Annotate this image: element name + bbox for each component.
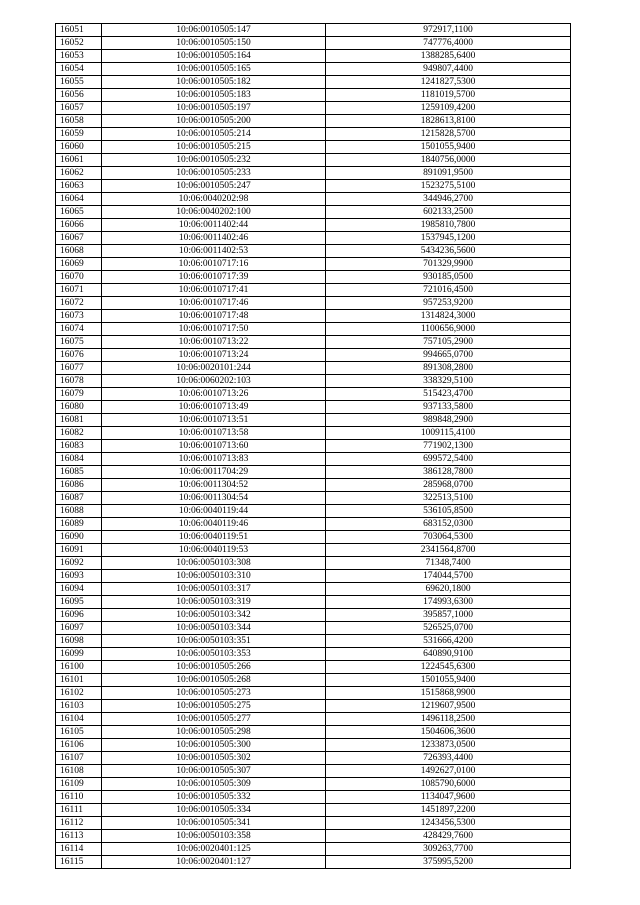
- table-row: [56, 726, 571, 739]
- cadastral-number-cell: 10:06:0010505:233: [102, 167, 326, 180]
- row-number-cell: 16055: [56, 76, 102, 89]
- cadastral-number-cell: 10:06:0010713:22: [102, 336, 326, 349]
- table-row: [56, 700, 571, 713]
- row-number-cell: 16093: [56, 570, 102, 583]
- table-row: [56, 284, 571, 297]
- row-number-cell: 16070: [56, 271, 102, 284]
- table-row: [56, 50, 571, 63]
- value-cell: 1451897,2200: [326, 804, 571, 817]
- value-cell: 747776,4000: [326, 37, 571, 50]
- value-cell: 1224545,6300: [326, 661, 571, 674]
- value-cell: 515423,4700: [326, 388, 571, 401]
- cadastral-number-cell: 10:06:0010505:214: [102, 128, 326, 141]
- row-number-cell: 16110: [56, 791, 102, 804]
- table-row: [56, 63, 571, 76]
- cadastral-number-cell: 10:06:0011704:29: [102, 466, 326, 479]
- row-number-cell: 16094: [56, 583, 102, 596]
- row-number-cell: 16059: [56, 128, 102, 141]
- value-cell: 1501055,9400: [326, 674, 571, 687]
- table-row: [56, 76, 571, 89]
- table-row: [56, 778, 571, 791]
- cadastral-number-cell: 10:06:0010717:39: [102, 271, 326, 284]
- value-cell: 1537945,1200: [326, 232, 571, 245]
- table-row: [56, 817, 571, 830]
- value-cell: 1828613,8100: [326, 115, 571, 128]
- cadastral-number-cell: 10:06:0010505:165: [102, 63, 326, 76]
- value-cell: 701329,9900: [326, 258, 571, 271]
- value-cell: 994665,0700: [326, 349, 571, 362]
- table-row: [56, 167, 571, 180]
- value-cell: 1388285,6400: [326, 50, 571, 63]
- row-number-cell: 16072: [56, 297, 102, 310]
- row-number-cell: 16085: [56, 466, 102, 479]
- value-cell: 1219607,9500: [326, 700, 571, 713]
- value-cell: 71348,7400: [326, 557, 571, 570]
- row-number-cell: 16103: [56, 700, 102, 713]
- table-row: [56, 24, 571, 37]
- row-number-cell: 16069: [56, 258, 102, 271]
- table-row: [56, 245, 571, 258]
- table-row: [56, 518, 571, 531]
- cadastral-number-cell: 10:06:0010505:232: [102, 154, 326, 167]
- row-number-cell: 16081: [56, 414, 102, 427]
- row-number-cell: 16100: [56, 661, 102, 674]
- value-cell: 69620,1800: [326, 583, 571, 596]
- value-cell: 428429,7600: [326, 830, 571, 843]
- table-row: [56, 505, 571, 518]
- table-row: [56, 570, 571, 583]
- value-cell: 703064,5300: [326, 531, 571, 544]
- cadastral-number-cell: 10:06:0010505:197: [102, 102, 326, 115]
- cadastral-number-cell: 10:06:0010505:164: [102, 50, 326, 63]
- table-row: [56, 89, 571, 102]
- table-row: [56, 440, 571, 453]
- cadastral-number-cell: 10:06:0010713:24: [102, 349, 326, 362]
- cadastral-number-cell: 10:06:0050103:342: [102, 609, 326, 622]
- cadastral-number-cell: 10:06:0011304:52: [102, 479, 326, 492]
- row-number-cell: 16062: [56, 167, 102, 180]
- cadastral-number-cell: 10:06:0040119:46: [102, 518, 326, 531]
- table-row: [56, 739, 571, 752]
- cadastral-number-cell: 10:06:0050103:308: [102, 557, 326, 570]
- cadastral-number-cell: 10:06:0010505:266: [102, 661, 326, 674]
- row-number-cell: 16075: [56, 336, 102, 349]
- row-number-cell: 16089: [56, 518, 102, 531]
- value-cell: 174993,6300: [326, 596, 571, 609]
- value-cell: 771902,1300: [326, 440, 571, 453]
- table-row: [56, 492, 571, 505]
- row-number-cell: 16061: [56, 154, 102, 167]
- row-number-cell: 16083: [56, 440, 102, 453]
- value-cell: 891308,2800: [326, 362, 571, 375]
- table-row: [56, 765, 571, 778]
- value-cell: 386128,7800: [326, 466, 571, 479]
- value-cell: 395857,1000: [326, 609, 571, 622]
- cadastral-number-cell: 10:06:0010505:200: [102, 115, 326, 128]
- table-body: [56, 24, 571, 869]
- row-number-cell: 16068: [56, 245, 102, 258]
- value-cell: 322513,5100: [326, 492, 571, 505]
- table-row: [56, 648, 571, 661]
- value-cell: 640890,9100: [326, 648, 571, 661]
- row-number-cell: 16113: [56, 830, 102, 843]
- table-row: [56, 557, 571, 570]
- cadastral-number-cell: 10:06:0020101:244: [102, 362, 326, 375]
- cadastral-number-cell: 10:06:0010505:273: [102, 687, 326, 700]
- table-row: [56, 193, 571, 206]
- table-row: [56, 661, 571, 674]
- row-number-cell: 16078: [56, 375, 102, 388]
- value-cell: 309263,7700: [326, 843, 571, 856]
- table-row: [56, 583, 571, 596]
- value-cell: 937133,5800: [326, 401, 571, 414]
- row-number-cell: 16109: [56, 778, 102, 791]
- data-table: [55, 23, 571, 869]
- value-cell: 536105,8500: [326, 505, 571, 518]
- row-number-cell: 16098: [56, 635, 102, 648]
- value-cell: 1233873,0500: [326, 739, 571, 752]
- cadastral-number-cell: 10:06:0010713:58: [102, 427, 326, 440]
- row-number-cell: 16112: [56, 817, 102, 830]
- table-row: [56, 258, 571, 271]
- cadastral-number-cell: 10:06:0010505:147: [102, 24, 326, 37]
- table-row: [56, 856, 571, 869]
- table-row: [56, 427, 571, 440]
- table-row: [56, 37, 571, 50]
- row-number-cell: 16106: [56, 739, 102, 752]
- value-cell: 1009115,4100: [326, 427, 571, 440]
- value-cell: 721016,4500: [326, 284, 571, 297]
- value-cell: 930185,0500: [326, 271, 571, 284]
- row-number-cell: 16107: [56, 752, 102, 765]
- value-cell: 602133,2500: [326, 206, 571, 219]
- cadastral-number-cell: 10:06:0050103:310: [102, 570, 326, 583]
- row-number-cell: 16086: [56, 479, 102, 492]
- table-row: [56, 414, 571, 427]
- cadastral-number-cell: 10:06:0010505:275: [102, 700, 326, 713]
- row-number-cell: 16052: [56, 37, 102, 50]
- row-number-cell: 16058: [56, 115, 102, 128]
- value-cell: 957253,9200: [326, 297, 571, 310]
- cadastral-number-cell: 10:06:0050103:358: [102, 830, 326, 843]
- cadastral-number-cell: 10:06:0060202:103: [102, 375, 326, 388]
- table-row: [56, 752, 571, 765]
- cadastral-number-cell: 10:06:0010505:307: [102, 765, 326, 778]
- table-row: [56, 375, 571, 388]
- row-number-cell: 16051: [56, 24, 102, 37]
- cadastral-number-cell: 10:06:0050103:319: [102, 596, 326, 609]
- cadastral-number-cell: 10:06:0010717:48: [102, 310, 326, 323]
- cadastral-number-cell: 10:06:0010505:182: [102, 76, 326, 89]
- row-number-cell: 16060: [56, 141, 102, 154]
- value-cell: 174044,5700: [326, 570, 571, 583]
- table-row: [56, 804, 571, 817]
- row-number-cell: 16073: [56, 310, 102, 323]
- table-row: [56, 115, 571, 128]
- value-cell: 5434236,5600: [326, 245, 571, 258]
- cadastral-number-cell: 10:06:0050103:317: [102, 583, 326, 596]
- cadastral-number-cell: 10:06:0010505:300: [102, 739, 326, 752]
- cadastral-number-cell: 10:06:0010713:49: [102, 401, 326, 414]
- table-row: [56, 479, 571, 492]
- value-cell: 1215828,5700: [326, 128, 571, 141]
- row-number-cell: 16074: [56, 323, 102, 336]
- cadastral-number-cell: 10:06:0010713:83: [102, 453, 326, 466]
- cadastral-number-cell: 10:06:0020401:127: [102, 856, 326, 869]
- value-cell: 1496118,2500: [326, 713, 571, 726]
- table-row: [56, 232, 571, 245]
- row-number-cell: 16091: [56, 544, 102, 557]
- cadastral-number-cell: 10:06:0010505:215: [102, 141, 326, 154]
- row-number-cell: 16067: [56, 232, 102, 245]
- cadastral-number-cell: 10:06:0010505:268: [102, 674, 326, 687]
- value-cell: 757105,2900: [326, 336, 571, 349]
- value-cell: 1501055,9400: [326, 141, 571, 154]
- value-cell: 285968,0700: [326, 479, 571, 492]
- row-number-cell: 16097: [56, 622, 102, 635]
- table-row: [56, 622, 571, 635]
- cadastral-number-cell: 10:06:0010505:309: [102, 778, 326, 791]
- value-cell: 1985810,7800: [326, 219, 571, 232]
- row-number-cell: 16096: [56, 609, 102, 622]
- cadastral-number-cell: 10:06:0010717:16: [102, 258, 326, 271]
- table-row: [56, 687, 571, 700]
- cadastral-number-cell: 10:06:0040202:100: [102, 206, 326, 219]
- row-number-cell: 16065: [56, 206, 102, 219]
- row-number-cell: 16088: [56, 505, 102, 518]
- cadastral-number-cell: 10:06:0010717:46: [102, 297, 326, 310]
- value-cell: 531666,4200: [326, 635, 571, 648]
- table-row: [56, 271, 571, 284]
- row-number-cell: 16099: [56, 648, 102, 661]
- table-row: [56, 219, 571, 232]
- cadastral-number-cell: 10:06:0010713:60: [102, 440, 326, 453]
- table-row: [56, 596, 571, 609]
- value-cell: 2341564,8700: [326, 544, 571, 557]
- value-cell: 526525,0700: [326, 622, 571, 635]
- value-cell: 989848,2900: [326, 414, 571, 427]
- cadastral-number-cell: 10:06:0010717:41: [102, 284, 326, 297]
- table-row: [56, 674, 571, 687]
- cadastral-number-cell: 10:06:0010505:183: [102, 89, 326, 102]
- value-cell: 1515868,9900: [326, 687, 571, 700]
- cadastral-number-cell: 10:06:0010505:341: [102, 817, 326, 830]
- table-row: [56, 713, 571, 726]
- cadastral-number-cell: 10:06:0040119:53: [102, 544, 326, 557]
- table-row: [56, 401, 571, 414]
- row-number-cell: 16082: [56, 427, 102, 440]
- cadastral-number-cell: 10:06:0010505:302: [102, 752, 326, 765]
- row-number-cell: 16090: [56, 531, 102, 544]
- table-row: [56, 128, 571, 141]
- cadastral-number-cell: 10:06:0010717:50: [102, 323, 326, 336]
- cadastral-number-cell: 10:06:0010505:332: [102, 791, 326, 804]
- row-number-cell: 16066: [56, 219, 102, 232]
- value-cell: 972917,1100: [326, 24, 571, 37]
- cadastral-number-cell: 10:06:0010505:247: [102, 180, 326, 193]
- table-row: [56, 531, 571, 544]
- cadastral-number-cell: 10:06:0020401:125: [102, 843, 326, 856]
- value-cell: 683152,0300: [326, 518, 571, 531]
- value-cell: 1085790,6000: [326, 778, 571, 791]
- cadastral-number-cell: 10:06:0010505:334: [102, 804, 326, 817]
- value-cell: 1181019,5700: [326, 89, 571, 102]
- value-cell: 375995,5200: [326, 856, 571, 869]
- table-row: [56, 349, 571, 362]
- cadastral-number-cell: 10:06:0040119:44: [102, 505, 326, 518]
- value-cell: 1504606,3600: [326, 726, 571, 739]
- value-cell: 1243456,5300: [326, 817, 571, 830]
- table-row: [56, 336, 571, 349]
- table-row: [56, 609, 571, 622]
- cadastral-number-cell: 10:06:0040202:98: [102, 193, 326, 206]
- value-cell: 338329,5100: [326, 375, 571, 388]
- row-number-cell: 16092: [56, 557, 102, 570]
- table-row: [56, 466, 571, 479]
- row-number-cell: 16057: [56, 102, 102, 115]
- row-number-cell: 16105: [56, 726, 102, 739]
- row-number-cell: 16054: [56, 63, 102, 76]
- cadastral-number-cell: 10:06:0010505:277: [102, 713, 326, 726]
- table-row: [56, 843, 571, 856]
- row-number-cell: 16095: [56, 596, 102, 609]
- table-row: [56, 453, 571, 466]
- cadastral-number-cell: 10:06:0010505:298: [102, 726, 326, 739]
- row-number-cell: 16108: [56, 765, 102, 778]
- row-number-cell: 16104: [56, 713, 102, 726]
- row-number-cell: 16101: [56, 674, 102, 687]
- row-number-cell: 16084: [56, 453, 102, 466]
- value-cell: 1314824,3000: [326, 310, 571, 323]
- value-cell: 1492627,0100: [326, 765, 571, 778]
- value-cell: 949807,4400: [326, 63, 571, 76]
- row-number-cell: 16102: [56, 687, 102, 700]
- table-row: [56, 635, 571, 648]
- table-row: [56, 310, 571, 323]
- value-cell: 1523275,5100: [326, 180, 571, 193]
- row-number-cell: 16071: [56, 284, 102, 297]
- cadastral-number-cell: 10:06:0011402:44: [102, 219, 326, 232]
- value-cell: 1241827,5300: [326, 76, 571, 89]
- value-cell: 726393,4400: [326, 752, 571, 765]
- table-row: [56, 154, 571, 167]
- table-row: [56, 102, 571, 115]
- row-number-cell: 16063: [56, 180, 102, 193]
- cadastral-number-cell: 10:06:0011402:46: [102, 232, 326, 245]
- cadastral-number-cell: 10:06:0050103:344: [102, 622, 326, 635]
- row-number-cell: 16080: [56, 401, 102, 414]
- row-number-cell: 16114: [56, 843, 102, 856]
- row-number-cell: 16076: [56, 349, 102, 362]
- table-row: [56, 206, 571, 219]
- cadastral-number-cell: 10:06:0050103:351: [102, 635, 326, 648]
- table-row: [56, 141, 571, 154]
- row-number-cell: 16087: [56, 492, 102, 505]
- cadastral-number-cell: 10:06:0050103:353: [102, 648, 326, 661]
- table-row: [56, 297, 571, 310]
- row-number-cell: 16064: [56, 193, 102, 206]
- value-cell: 1134047,9600: [326, 791, 571, 804]
- table-row: [56, 180, 571, 193]
- cadastral-number-cell: 10:06:0010713:51: [102, 414, 326, 427]
- cadastral-number-cell: 10:06:0040119:51: [102, 531, 326, 544]
- table-row: [56, 791, 571, 804]
- value-cell: 699572,5400: [326, 453, 571, 466]
- cadastral-number-cell: 10:06:0011304:54: [102, 492, 326, 505]
- table-row: [56, 388, 571, 401]
- row-number-cell: 16079: [56, 388, 102, 401]
- table-row: [56, 323, 571, 336]
- row-number-cell: 16077: [56, 362, 102, 375]
- row-number-cell: 16056: [56, 89, 102, 102]
- table-row: [56, 830, 571, 843]
- value-cell: 1840756,0000: [326, 154, 571, 167]
- cadastral-number-cell: 10:06:0011402:53: [102, 245, 326, 258]
- table-row: [56, 544, 571, 557]
- row-number-cell: 16053: [56, 50, 102, 63]
- row-number-cell: 16111: [56, 804, 102, 817]
- row-number-cell: 16115: [56, 856, 102, 869]
- value-cell: 344946,2700: [326, 193, 571, 206]
- cadastral-number-cell: 10:06:0010505:150: [102, 37, 326, 50]
- value-cell: 1259109,4200: [326, 102, 571, 115]
- value-cell: 1100656,9000: [326, 323, 571, 336]
- value-cell: 891091,9500: [326, 167, 571, 180]
- cadastral-number-cell: 10:06:0010713:26: [102, 388, 326, 401]
- table-row: [56, 362, 571, 375]
